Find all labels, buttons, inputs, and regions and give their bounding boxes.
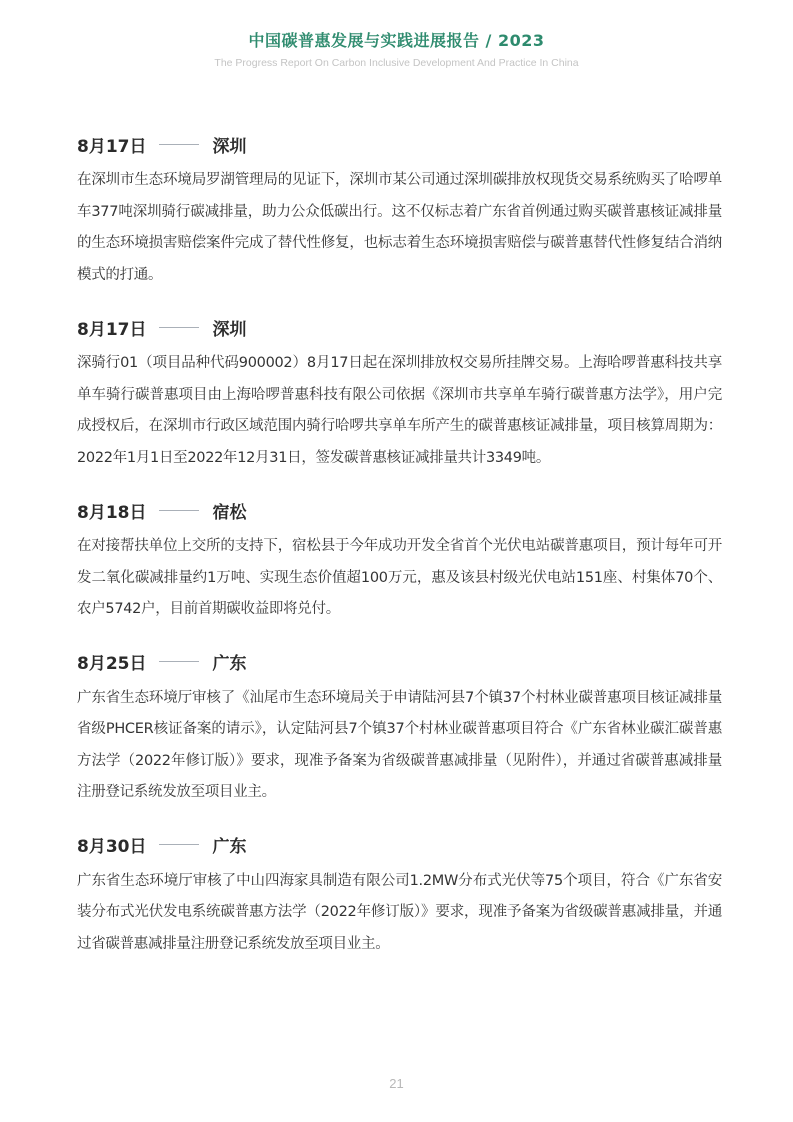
- entry-text: 广东省生态环境厅审核了中山四海家具制造有限公司1.2MW分布式光伏等75个项目，符合《广东省安装分布式光伏发电系统碳普惠方法学（2022年修订版）》要求，现准予备案为省级碳普惠减排量，并通过省碳普惠减排量注册登记系统发放至项目业主。: [77, 872, 722, 952]
- report-subtitle: The Progress Report On Carbon Inclusive Development And Practice In China: [214, 57, 579, 69]
- entry-date: 8月25日: [77, 654, 147, 674]
- entry-divider-line: [159, 327, 199, 328]
- timeline-entry: [77, 645, 722, 809]
- entry-date: 8月17日: [77, 136, 147, 157]
- timeline-entry: [77, 310, 722, 474]
- entry-text: 在对接帮扶单位上交所的支持下，宿松县于今年成功开发全省首个光伏电站碳普惠项目，预计每年可开发二氧化碳减排量约1万吨、实现生态价值超100万元，惠及该县村级光伏电站151座、村集体70个、农户5742户，目前首期碳收益即将兑付。: [77, 538, 722, 617]
- timeline-entry: [77, 127, 722, 291]
- entry-heading: [77, 127, 722, 161]
- timeline-entry: [77, 828, 722, 961]
- timeline-entry: [77, 493, 722, 626]
- report-title: 中国碳普惠发展与实践进展报告 / 2023: [248, 31, 545, 50]
- entry-date: 8月30日: [77, 837, 147, 857]
- entry-heading: [77, 310, 722, 344]
- entry-heading: [77, 493, 722, 527]
- entry-heading: [77, 645, 722, 679]
- timeline-entries: [77, 127, 722, 979]
- entry-date: 8月17日: [77, 319, 147, 340]
- page-header: [0, 28, 793, 70]
- entry-place: 广东: [212, 837, 247, 857]
- entry-divider-line: [159, 661, 199, 662]
- page-number: 21: [389, 1076, 404, 1091]
- entry-place: 宿松: [212, 502, 247, 523]
- entry-divider-line: [159, 144, 199, 145]
- entry-date: 8月18日: [77, 502, 147, 523]
- entry-divider-line: [159, 844, 199, 845]
- entry-place: 广东: [212, 654, 247, 674]
- entry-place: 深圳: [212, 136, 247, 157]
- entry-text: 深骑行01（项目品种代码900002）8月17日起在深圳排放权交易所挂牌交易。上海哈啰普惠科技共享单车骑行碳普惠项目由上海哈啰普惠科技有限公司依据《深圳市共享单车骑行碳普惠方法学》，用户完成授权后，在深圳市行政区域范围内骑行哈啰共享单车所产生的碳普惠核证减排量，项目核算周期为：2022年1月1日至2022年12月31日，签发碳普惠核证减排量共计3349吨。: [77, 355, 722, 466]
- entry-place: 深圳: [212, 319, 247, 340]
- entry-heading: [77, 828, 722, 862]
- entry-text: 在深圳市生态环境局罗湖管理局的见证下，深圳市某公司通过深圳碳排放权现货交易系统购买了哈啰单车377吨深圳骑行碳减排量，助力公众低碳出行。这不仅标志着广东省首例通过购买碳普惠核证减排量的生态环境损害赔偿案件完成了替代性修复，也标志着生态环境损害赔偿与碳普惠替代性修复结合消纳模式的打通。: [77, 172, 722, 283]
- entry-text: 广东省生态环境厅审核了《汕尾市生态环境局关于申请陆河县7个镇37个村林业碳普惠项目核证减排量省级PHCER核证备案的请示》，认定陆河县7个镇37个村林业碳普惠项目符合《广东省林业碳汇碳普惠方法学（2022年修订版）》要求，现准予备案为省级碳普惠减排量（见附件），并通过省碳普惠减排量注册登记系统发放至项目业主。: [77, 689, 722, 800]
- entry-divider-line: [159, 510, 199, 511]
